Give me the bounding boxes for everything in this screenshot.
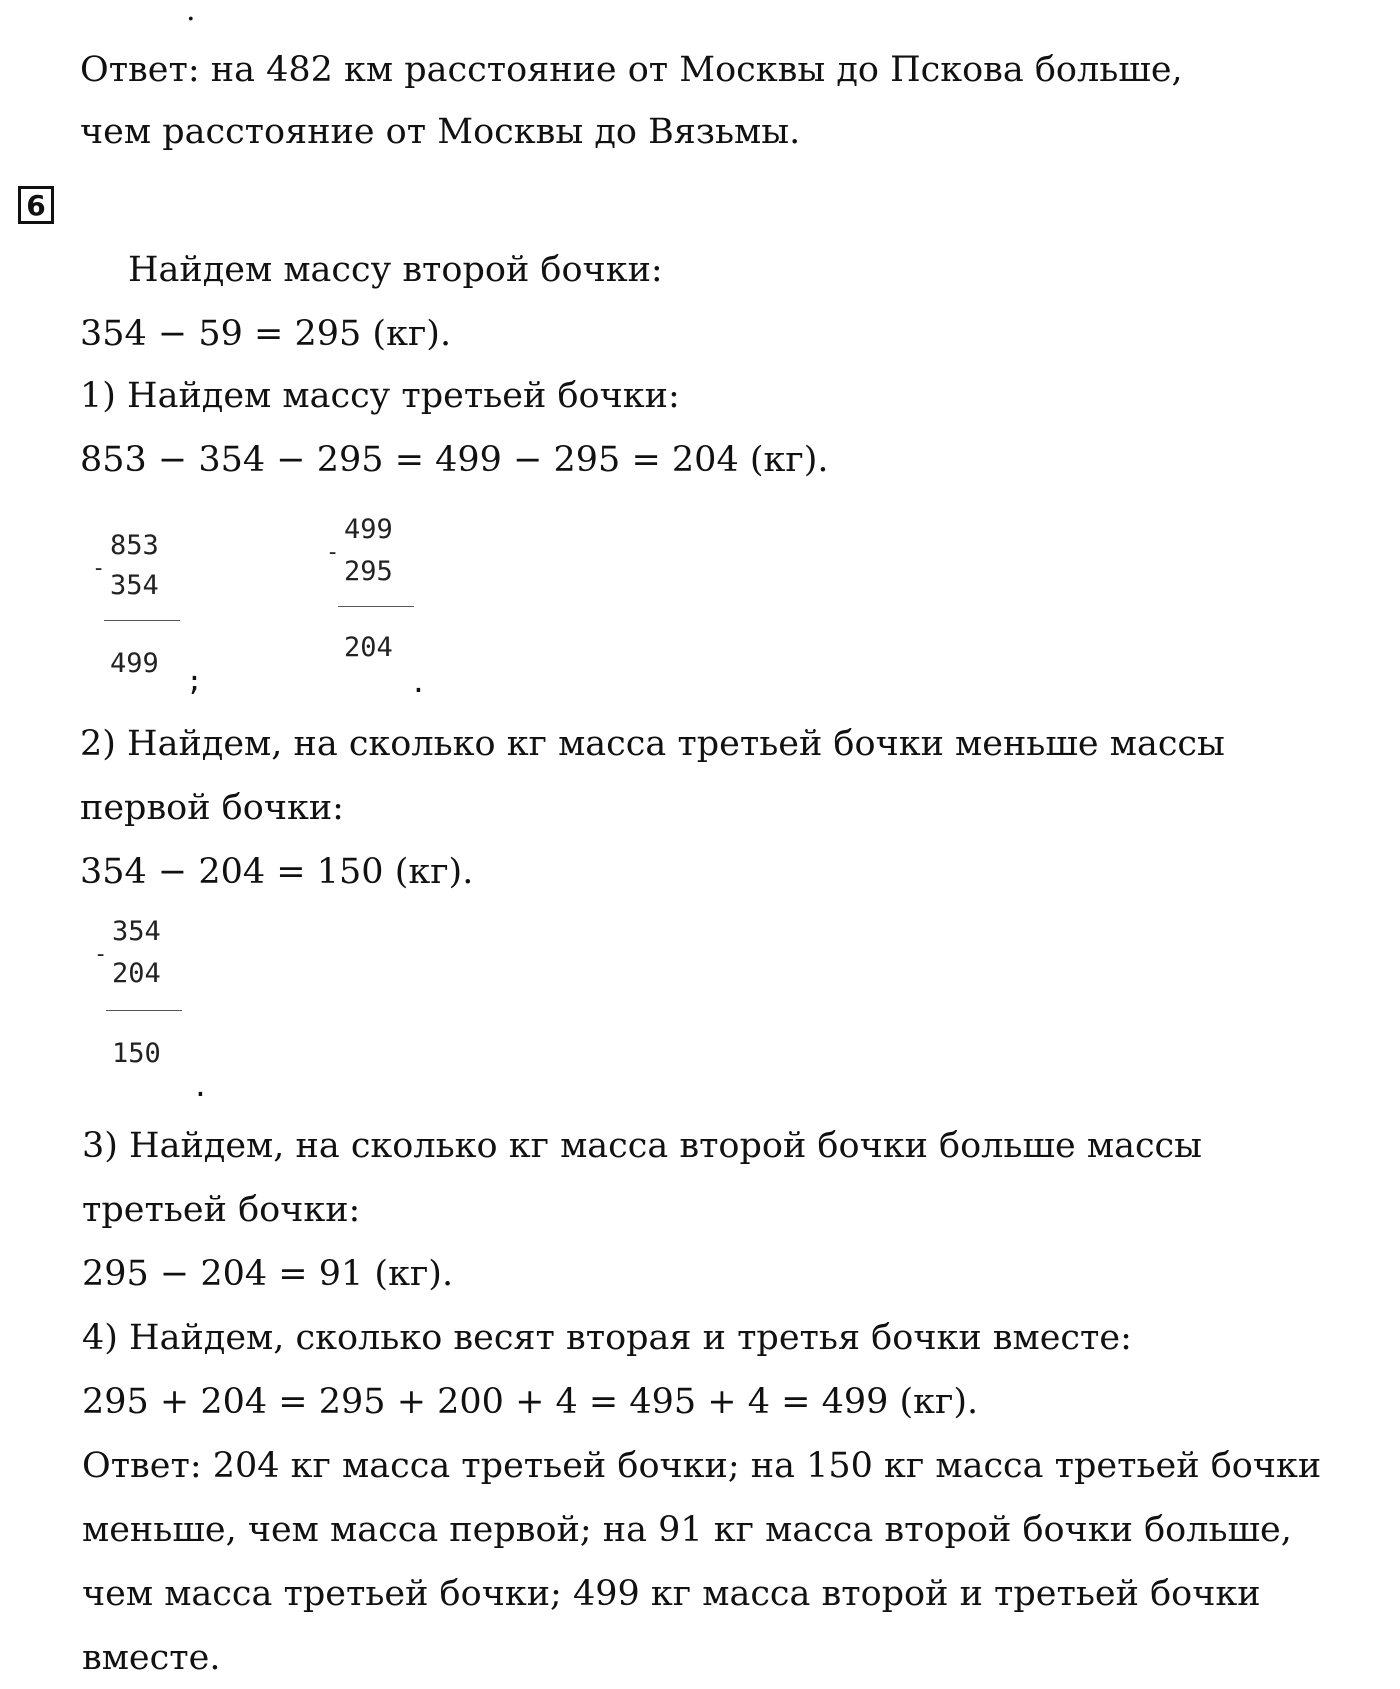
final-answer-line-4: вместе. [82, 1638, 221, 1678]
column-top-number: 853 [110, 530, 159, 561]
column-bottom-number: 204 [112, 958, 161, 989]
column-result: 150 [112, 1038, 161, 1069]
column-rule [106, 1010, 182, 1011]
final-answer-line-2: меньше, чем масса первой; на 91 кг масса второй бочки больше, [82, 1510, 1292, 1550]
column-subtraction-3 [94, 916, 194, 1086]
step-3-calc: 295 − 204 = 91 (кг). [82, 1254, 454, 1294]
separator-semicolon: ; [186, 664, 203, 697]
minus-sign: - [92, 556, 106, 581]
step-1-calc: 853 − 354 − 295 = 499 − 295 = 204 (кг). [80, 440, 829, 480]
step-3-heading-line-1: 3) Найдем, на сколько кг масса второй бочки больше массы [82, 1126, 1202, 1166]
step-2-heading-line-1: 2) Найдем, на сколько кг масса третьей бочки меньше массы [80, 724, 1225, 764]
column-subtraction-2 [326, 514, 426, 684]
final-answer-line-1: Ответ: 204 кг масса третьей бочки; на 150 кг масса третьей бочки [82, 1446, 1322, 1486]
final-answer-line-3: чем масса третьей бочки; 499 кг масса второй и третьей бочки [82, 1574, 1261, 1614]
minus-sign: - [94, 942, 108, 967]
column-result: 499 [110, 648, 159, 679]
separator-dot: . [192, 1070, 209, 1103]
previous-answer-line-1: Ответ: на 482 км расстояние от Москвы до Пскова больше, [80, 50, 1183, 90]
minus-sign: - [326, 540, 340, 565]
solution-intro-calc: 354 − 59 = 295 (кг). [80, 314, 452, 354]
step-3-heading-line-2: третьей бочки: [82, 1190, 361, 1230]
top-dot: . [186, 0, 196, 28]
column-rule [338, 606, 414, 607]
column-result: 204 [344, 632, 393, 663]
step-2-heading-line-2: первой бочки: [80, 788, 344, 828]
column-top-number: 499 [344, 514, 393, 545]
solution-intro: Найдем массу второй бочки: [128, 250, 663, 290]
column-top-number: 354 [112, 916, 161, 947]
column-rule [104, 620, 180, 621]
task-number-box: 6 [18, 186, 54, 224]
column-subtraction-1 [92, 530, 192, 700]
column-bottom-number: 295 [344, 556, 393, 587]
column-bottom-number: 354 [110, 570, 159, 601]
step-4-calc: 295 + 204 = 295 + 200 + 4 = 495 + 4 = 499 (кг). [82, 1382, 979, 1422]
step-4-heading: 4) Найдем, сколько весят вторая и третья бочки вместе: [82, 1318, 1132, 1358]
step-2-calc: 354 − 204 = 150 (кг). [80, 852, 474, 892]
previous-answer-line-2: чем расстояние от Москвы до Вязьмы. [80, 112, 801, 152]
step-1-heading: 1) Найдем массу третьей бочки: [80, 376, 680, 416]
separator-dot: . [410, 666, 427, 699]
